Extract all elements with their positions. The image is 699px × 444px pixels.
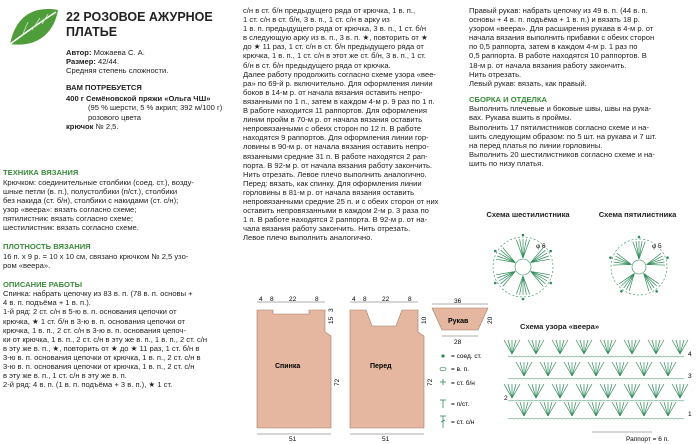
- fan-stitch: [636, 362, 644, 376]
- fan-stitch: [644, 402, 652, 416]
- fan-stitch: [516, 402, 524, 416]
- fan-stitch: [544, 362, 548, 376]
- six-diagram-title: Схема шестилистника: [486, 210, 570, 219]
- fan-stitch: [548, 402, 556, 416]
- body-line: Левое плечо выполнить аналогично.: [243, 233, 373, 243]
- description-line: крючка, 1 в. п., 2 ст. с/н в 3-ю в. п. основания цепоч-: [3, 325, 186, 335]
- fan-stitch: [632, 384, 636, 398]
- fan-pattern-diagram: [502, 334, 696, 444]
- technique-heading: ТЕХНИКА ВЯЗАНИЯ: [3, 168, 79, 177]
- materials-line3: розового цвета: [88, 112, 141, 122]
- sleeve-label: Рукав: [448, 318, 469, 325]
- fan-stitch: [600, 340, 608, 354]
- legend: [437, 348, 507, 444]
- sleeve-line: основы + 4 в. п. подъёма + 1 в. п.) и вязать 18 р.: [469, 15, 640, 25]
- petal-stitch: [633, 242, 639, 259]
- fan-stitch: [540, 362, 548, 376]
- fan-stitch: [652, 340, 656, 354]
- fan-stitch: [668, 362, 672, 376]
- fan-stitch: [584, 384, 588, 398]
- body-line: В работе находится 11 раппортов. Для оформления: [243, 106, 427, 116]
- petal-tip: [609, 256, 612, 259]
- fan-stitch: [660, 362, 668, 376]
- body-line: Нить отрезать. Левое плечо выполнить аналогично.: [243, 169, 427, 179]
- fan-stitch: [524, 402, 532, 416]
- fan-stitch: [568, 402, 572, 416]
- chain-row: [508, 356, 684, 357]
- sleeve-line: Нить отрезать.: [469, 69, 522, 79]
- legend-slipstitch: [441, 353, 482, 360]
- fan-stitch: [656, 384, 660, 398]
- technique-section: [3, 168, 238, 389]
- sleeve-line: по 0,5 раппорта, затем в каждом 4-м р. 1 раз по: [469, 42, 638, 52]
- petal-tip: [655, 290, 658, 293]
- fan-stitch: [572, 402, 580, 416]
- fan-stitch: [524, 402, 528, 416]
- sleeve-dim-top: 36: [454, 298, 462, 305]
- svg-text:= п/ст.: = п/ст.: [451, 401, 470, 408]
- petal-tip: [620, 290, 623, 293]
- fan-stitch: [620, 402, 624, 416]
- front-pattern: [338, 296, 438, 441]
- fan-stitch: [504, 340, 512, 354]
- fan-stitch: [548, 402, 552, 416]
- fan-stitch: [512, 340, 520, 354]
- description-line: в эту же в. п., ★, повторить от ★ до ★ 11 раз, 1 ст. б/н в: [3, 343, 200, 353]
- front-dim-height: 72: [427, 378, 434, 386]
- fan-stitch: [564, 362, 572, 376]
- column3-text: [469, 6, 697, 168]
- fan-stitch: [532, 384, 536, 398]
- fan-stitch: [644, 362, 648, 376]
- leaf-logo-icon: [6, 4, 62, 50]
- back-dim-top: 22: [289, 296, 297, 303]
- materials-line4: крючок № 2,5.: [66, 121, 119, 131]
- fan-stitch: [680, 340, 684, 354]
- fan-stitch: [560, 384, 564, 398]
- fan-stitch: [640, 362, 644, 376]
- assembly-line: Выполнить плечевые и боковые швы, швы на рука-: [469, 104, 652, 114]
- body-line: находятся 9 раппортов. Для оформления линии гор-: [243, 133, 429, 143]
- petal-stitch: [520, 276, 523, 295]
- fan-stitch: [556, 384, 560, 398]
- assembly-line: на перед платья по линии горловины.: [469, 140, 603, 150]
- body-line: вязанными по 1 п., затем в каждом 4-м р. 9 раз по 1 п.: [243, 96, 435, 106]
- body-line: непровязанными средние 25 п. и с обеих сторон от них: [243, 196, 439, 206]
- fan-stitch: [512, 384, 520, 398]
- author-line: Автор: Можаева С. А.: [66, 48, 145, 57]
- sleeve-line: Правый рукав: набрать цепочку из 49 в. п. (44 в. п.: [469, 6, 648, 15]
- back-dim-width: 51: [289, 436, 297, 441]
- body-line: с/н в ст. б/н предыдущего ряда от крючка, 1 в. п.,: [243, 6, 416, 15]
- petal-stitch: [523, 276, 530, 294]
- fan-stitch: [520, 362, 524, 376]
- fan-diagram-title: Схема узора «веера»: [520, 322, 600, 331]
- body-line: 1 в. п. предыдущего ряда от крючка, 3 в. п., 1 ст. б/н: [243, 24, 427, 34]
- petal-stitch: [520, 239, 523, 258]
- body-line: Перед: вязать, как спинку. Для оформления линии: [243, 178, 422, 188]
- assembly-heading: СБОРКА И ОТДЕЛКА: [469, 94, 547, 104]
- fan-stitch: [608, 384, 612, 398]
- fan-stitch: [624, 340, 632, 354]
- technique-line: шные петли (в. п.), полустолбики (п/ст.), столбики: [3, 186, 178, 196]
- fan-stitch: [588, 402, 596, 416]
- petal-stitch: [647, 265, 665, 266]
- fan-stitch: [656, 340, 664, 354]
- five-diagram-title: Схема пятилистника: [598, 210, 677, 219]
- body-line: непровязанными с обеих сторон по 12 п. В работе: [243, 124, 422, 134]
- fan-stitch: [652, 384, 656, 398]
- fan-stitch: [664, 402, 668, 416]
- fan-stitch: [536, 340, 544, 354]
- fan-stitch: [572, 362, 580, 376]
- description-line: 2-й ряд: 4 в. п. (1 в. п. подъёма + 3 в. п.), ★ 1 ст.: [3, 380, 173, 390]
- fan-stitch: [608, 340, 612, 354]
- difficulty-line: Средняя степень сложности.: [66, 66, 169, 76]
- petal-stitch: [613, 265, 631, 266]
- fan-stitch: [524, 362, 528, 376]
- fan-stitch: [560, 340, 568, 354]
- fan-stitch: [668, 402, 676, 416]
- petal-stitch: [639, 242, 645, 259]
- fan-stitch: [624, 384, 632, 398]
- five-phi-label: φ 5: [652, 243, 662, 250]
- technique-line: Крючком: соединительные столбики (соед. ст.), возду-: [3, 177, 194, 187]
- back-dim-side-right: 8: [315, 296, 319, 303]
- assembly-line: Выполнить 20 шестилистников согласно схеме и на-: [469, 149, 655, 159]
- description-line: 4 в. п. подъёма + 1 в. п.).: [3, 298, 91, 308]
- fan-stitch: [644, 362, 652, 376]
- fan-stitch: [676, 340, 680, 354]
- petal-stitch: [624, 273, 635, 288]
- petal-tip: [522, 234, 525, 237]
- page-title-line2: ПЛАТЬЕ: [66, 25, 118, 39]
- description-line: ки от крючка, 1 в. п., 2 ст. с/н в эту же в. п., 1 в. п., 2 ст. с/н: [3, 334, 208, 344]
- fan-stitch: [508, 384, 512, 398]
- front-dim-top: 22: [382, 296, 390, 303]
- assembly-line: шить следующим образом: по 5 шт. на рукава и 7 шт.: [469, 131, 657, 141]
- sleeve-line: 0,5 раппорта. В работе находятся 10 раппортов. В: [469, 51, 647, 61]
- fan-stitch: [524, 362, 532, 376]
- fan-diagram-block: [520, 322, 640, 331]
- fan-stitch: [632, 340, 640, 354]
- chain-row: [508, 378, 684, 379]
- petal-stitch: [516, 276, 523, 294]
- chain-row: [508, 400, 684, 401]
- body-line: линии пройм в 70-м р. от начала вязания оставить: [243, 115, 423, 125]
- description-line: Спинка: набрать цепочку из 83 в. п. (78 в. п. основы +: [3, 289, 193, 299]
- body-line: 1 п. В работе находятся 2 раппорта. В 92-м р. от на-: [243, 215, 428, 225]
- fan-rows: [504, 340, 688, 419]
- body-line: до ★ 11 раз, 1 ст. с/н в ст. б/н предыдущего ряда от: [243, 42, 424, 52]
- assembly-line: Выполнить 17 пятилистников согласно схеме и на-: [469, 122, 650, 132]
- front-dim-left: 4: [352, 296, 356, 303]
- fan-stitch: [608, 340, 616, 354]
- front-dim-side-right: 8: [408, 296, 412, 303]
- fan-stitch: [628, 384, 632, 398]
- fan-stitch: [680, 384, 688, 398]
- six-petal-diagram: [478, 222, 568, 312]
- fan-stitch: [568, 362, 572, 376]
- petal-tip: [522, 298, 525, 301]
- svg-text:= ст. б/н: = ст. б/н: [451, 380, 475, 387]
- description-line: 3-ю в. п. основания цепочки от крючка, 1 в. п., 2 ст. с/н в: [3, 352, 201, 362]
- body-line: ра» по 69-й р. включительно. Для оформления линии: [243, 78, 433, 88]
- fan-stitch: [592, 362, 596, 376]
- materials-heading: ВАМ ПОТРЕБУЕТСЯ: [66, 83, 142, 93]
- fan-stitch: [600, 384, 608, 398]
- body-line: 1 ст. с/н в ст. б/н, 3 в. п., 1 ст. с/н в арку из: [243, 15, 390, 25]
- fan-stitch: [584, 340, 588, 354]
- six-diagram-block: [468, 210, 588, 219]
- technique-line: без накида (ст. б/н), столбики с накидами (ст. с/н);: [3, 195, 179, 205]
- assembly-line: шить по низу платья.: [469, 158, 544, 168]
- fan-stitch: [612, 362, 620, 376]
- body-line: чала вязания работу закончить. Нить отрезать.: [243, 224, 411, 234]
- page-title: 22 РОЗОВОЕ АЖУРНОЕ: [66, 10, 213, 24]
- six-phi-label: φ 6: [536, 243, 546, 250]
- fan-stitch: [632, 340, 636, 354]
- fan-stitch: [676, 384, 680, 398]
- materials-line1: 400 г Семёновской пряжи «Ольга ЧШ»: [66, 94, 211, 104]
- body-line: оставить непровязанными в каждом 2-м р. 3 раза по: [243, 206, 429, 216]
- back-dim-left: 4: [259, 296, 263, 303]
- fan-stitch: [560, 340, 564, 354]
- technique-line: пятилистник: вязать согласно схеме;: [3, 213, 133, 223]
- row-number-2: 2: [504, 395, 508, 402]
- fan-stitch: [604, 384, 608, 398]
- fan-stitch: [648, 384, 656, 398]
- petal-tip: [549, 282, 552, 285]
- fan-stitch: [520, 402, 524, 416]
- petal-stitch: [636, 241, 639, 259]
- fan-stitch: [644, 402, 648, 416]
- svg-text:= в. п.: = в. п.: [451, 366, 469, 373]
- fan-stitch: [672, 384, 680, 398]
- fan-stitch: [552, 340, 560, 354]
- petal-tip: [638, 236, 641, 239]
- petal-stitch: [516, 240, 523, 258]
- fan-stitch: [612, 402, 620, 416]
- svg-text:= соед. ст.: = соед. ст.: [451, 353, 482, 360]
- front-dim-neck-v: 10: [421, 316, 428, 324]
- fan-stitch: [596, 402, 600, 416]
- description-line: крючка, ★ 1 ст. б/н в 3-ю в. п. основания цепочки от: [3, 316, 186, 326]
- fan-stitch: [532, 340, 536, 354]
- back-dim-right-v: 15: [328, 316, 335, 324]
- technique-line: узор «веера»: вязать согласно схеме;: [3, 204, 137, 214]
- svg-text:= ст. с/н: = ст. с/н: [451, 419, 475, 426]
- petal-tip: [494, 282, 497, 285]
- fan-stitch: [572, 402, 576, 416]
- fan-stitch: [584, 340, 592, 354]
- back-dim-height: 72: [334, 378, 341, 386]
- fan-stitch: [640, 402, 644, 416]
- sleeve-dim-width: 28: [454, 339, 462, 346]
- fan-stitch: [668, 362, 676, 376]
- sleeve-line: 18-м р. от начала вязания работу закончить.: [469, 60, 627, 70]
- body-line: б/н в ст. б/н предыдущего ряда от крючка.: [243, 60, 391, 70]
- fan-stitch: [508, 340, 512, 354]
- fan-stitch: [656, 384, 664, 398]
- fan-stitch: [616, 362, 620, 376]
- petal-stitch: [523, 239, 526, 258]
- front-dim-width: 51: [382, 436, 390, 441]
- fan-stitch: [536, 340, 540, 354]
- density-line: 16 п. х 9 р. = 10 х 10 см, связано крючком № 2,5 узо-: [3, 251, 189, 261]
- fan-stitch: [620, 362, 624, 376]
- fan-stitch: [576, 340, 584, 354]
- sleeve-line: узором «веера». Для расширения рукава в 4-м р. от: [469, 24, 654, 34]
- materials-line2: (95 % шерсти, 5 % акрил; 392 м/100 г): [88, 103, 223, 113]
- fan-stitch: [592, 402, 596, 416]
- fan-stitch: [672, 340, 680, 354]
- fan-stitch: [560, 384, 568, 398]
- body-line: Далее работу продолжить согласно схеме узора «вее-: [243, 69, 436, 79]
- front-dim-side: 8: [363, 296, 367, 303]
- petal-stitch: [639, 241, 642, 259]
- petal-tip: [666, 256, 669, 259]
- fan-stitch: [632, 384, 640, 398]
- petal-stitch: [644, 273, 655, 288]
- size-line: Размер: 42/44.: [66, 57, 120, 67]
- header-block: [66, 10, 236, 131]
- five-petal-diagram: [594, 222, 684, 312]
- description-line: 1-й ряд: 2 ст. с/н в 5-ю в. п. основания цепочки от: [3, 307, 177, 317]
- back-pattern: [245, 296, 345, 441]
- description-line: 3-ю в. п. основания цепочки от крючка, 1 в. п., 2 ст. с/н: [3, 362, 195, 371]
- fan-stitch: [608, 384, 616, 398]
- petal-tip: [549, 250, 552, 253]
- body-line: боков в 14-м р. от начала вязания оставить непро-: [243, 87, 423, 97]
- sleeve-line: начала вязания выполнить прибавки с обеих сторон: [469, 33, 655, 43]
- row-number-3: 3: [688, 373, 692, 380]
- row-number-1: 1: [688, 411, 692, 418]
- fan-stitch: [572, 362, 576, 376]
- legend-chain: [440, 366, 469, 373]
- fan-stitch: [540, 402, 548, 416]
- column2-text: [243, 6, 463, 242]
- petal-stitch: [523, 240, 530, 258]
- legend-hdc: [440, 400, 469, 408]
- fan-stitch: [636, 402, 644, 416]
- fan-stitch: [528, 340, 536, 354]
- fan-stitch: [516, 362, 524, 376]
- fan-stitch: [596, 362, 600, 376]
- body-line: порта. В 92-м р. от начала вязания работу закончить.: [243, 160, 433, 170]
- body-line: ловины в 90-м р. от начала вязания оставить непро-: [243, 142, 429, 152]
- fan-stitch: [628, 340, 632, 354]
- fan-stitch: [556, 340, 560, 354]
- petal-tip: [494, 250, 497, 253]
- fan-stitch: [620, 402, 628, 416]
- fan-stitch: [548, 362, 556, 376]
- fan-stitch: [604, 340, 608, 354]
- chain-row: [508, 418, 684, 419]
- petal-stitch: [523, 276, 526, 295]
- fan-stitch: [656, 340, 660, 354]
- fan-stitch: [528, 384, 536, 398]
- fan-stitch: [576, 384, 584, 398]
- fan-stitch: [536, 384, 544, 398]
- fan-stitch: [668, 402, 672, 416]
- technique-line: шестилистник: вязать согласно схеме.: [3, 222, 139, 232]
- fan-stitch: [548, 362, 552, 376]
- rapport-label: Раппорт = 6 п.: [626, 436, 669, 443]
- fan-stitch: [584, 384, 592, 398]
- density-heading: ПЛОТНОСТЬ ВЯЗАНИЯ: [3, 242, 91, 252]
- row-number-4: 4: [688, 351, 692, 358]
- fan-stitch: [512, 384, 516, 398]
- legend-dc: [440, 416, 475, 428]
- fan-stitch: [660, 402, 668, 416]
- fan-stitch: [544, 402, 548, 416]
- description-line: в эту же в. п., 1 ст. с/н в эту же в. п.: [3, 371, 127, 381]
- fan-stitch: [664, 362, 668, 376]
- fan-stitch: [512, 340, 516, 354]
- fan-stitch: [620, 362, 628, 376]
- description-heading: ОПИСАНИЕ РАБОТЫ: [3, 279, 83, 289]
- back-dim-side: 8: [270, 296, 274, 303]
- fan-stitch: [596, 402, 604, 416]
- fan-stitch: [580, 384, 584, 398]
- fan-stitch: [536, 384, 540, 398]
- front-label: Перед: [370, 363, 392, 370]
- body-line: горловины в 81-м р. от начала вязания оставить: [243, 187, 415, 197]
- sleeve-line: Левый рукав: вязать, как правый.: [469, 78, 587, 88]
- back-label: Спинка: [275, 363, 301, 370]
- legend-sc: [440, 379, 475, 387]
- assembly-line: вах. Рукава вшить в проймы.: [469, 113, 572, 123]
- fan-stitch: [680, 384, 684, 398]
- body-line: вязанными средние 31 п. В работе находятся 2 рап-: [243, 151, 428, 161]
- body-line: крючка, 1 в. п., 1 ст. с/н в этот же ст. б/н, 3 в. п., 1 ст.: [243, 51, 426, 61]
- back-dim-neck-v: 3: [328, 308, 335, 312]
- fan-stitch: [596, 362, 604, 376]
- fan-stitch: [552, 384, 560, 398]
- fan-stitch: [580, 340, 584, 354]
- density-line: ром «веера».: [3, 260, 51, 270]
- body-line: в следующую арку из в. п., 3 в. п. ★, повторить от ★: [243, 33, 428, 43]
- fan-stitch: [588, 362, 596, 376]
- fan-stitch: [680, 340, 688, 354]
- fan-stitch: [648, 340, 656, 354]
- sleeve-dim-height: 20: [487, 316, 494, 324]
- fan-stitch: [564, 402, 572, 416]
- fan-stitch: [616, 402, 620, 416]
- five-diagram-block: [580, 210, 695, 219]
